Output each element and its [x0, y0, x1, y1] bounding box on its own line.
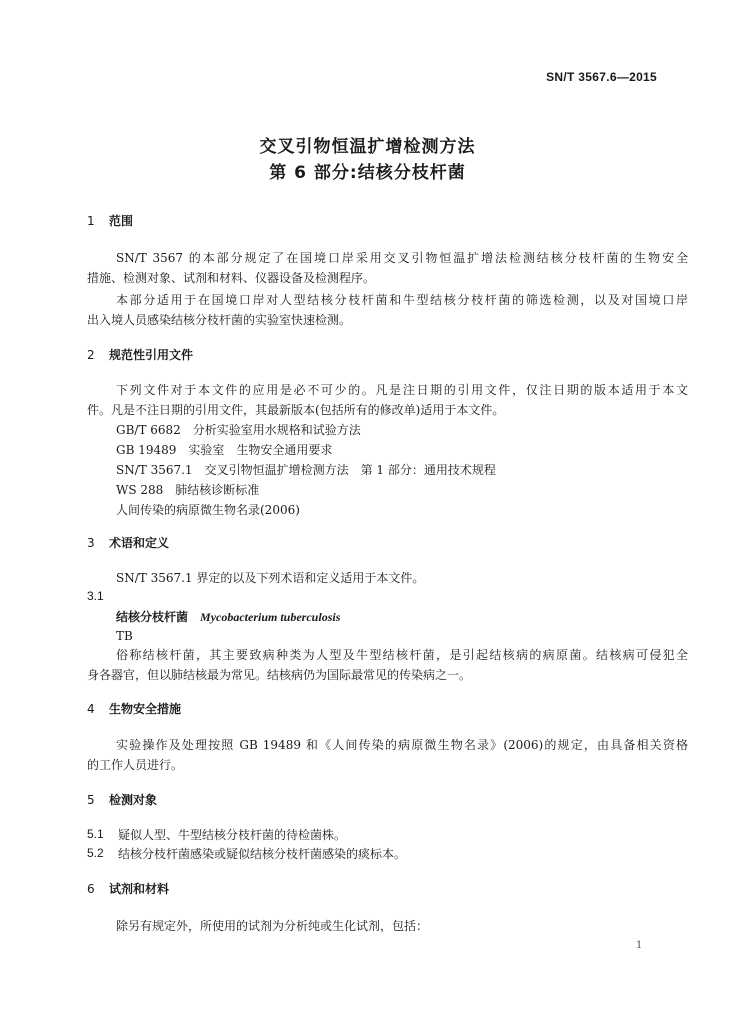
section-5-heading — [87, 791, 157, 808]
list-item: 结核分枝杆菌感染或疑似结核分枝杆菌感染的痰标本。 — [118, 847, 407, 861]
paragraph-line: SN/T 3567 的本部分规定了在国境口岸采用交叉引物恒温扩增法检测结核分枝杆菌的生物安全 — [116, 251, 688, 265]
section-number: 2 — [87, 348, 95, 362]
section-title: 生物安全措施 — [109, 702, 182, 716]
paragraph-line: 实验操作及处理按照 GB 19489 和《人间传染的病原微生物名录》(2006)的规定，由具备相关资格 — [116, 738, 688, 752]
paragraph-line: 出入境人员感染结核分枝杆菌的实验室快速检测。 — [87, 313, 352, 327]
reference-item: SN/T 3567.1 交叉引物恒温扩增检测方法 第 1 部分：通用技术规程 — [116, 463, 496, 477]
section-6-heading — [87, 880, 169, 897]
section-4-heading — [87, 700, 181, 717]
subclause-number: 5.2 — [87, 846, 104, 860]
reference-item: WS 288 肺结核诊断标准 — [116, 483, 260, 497]
paragraph-line: 下列文件对于本文件的应用是必不可少的。凡是注日期的引用文件，仅注日期的版本适用于本文 — [116, 383, 688, 397]
section-number: 4 — [87, 702, 95, 716]
paragraph-line: 本部分适用于在国境口岸对人型结核分枝杆菌和牛型结核分枝杆菌的筛选检测，以及对国境口岸 — [116, 293, 688, 307]
paragraph-line: SN/T 3567.1 界定的以及下列术语和定义适用于本文件。 — [116, 571, 425, 585]
section-number: 5 — [87, 793, 95, 807]
page-number: 1 — [636, 940, 643, 951]
section-number: 3 — [87, 536, 95, 550]
term-entry — [116, 609, 340, 625]
section-title: 术语和定义 — [109, 536, 170, 550]
section-number: 6 — [87, 882, 95, 896]
term-latin: Mycobacterium tuberculosis — [200, 610, 341, 624]
paragraph-line: 措施、检测对象、试剂和材料、仪器设备及检测程序。 — [87, 271, 376, 285]
paragraph-line: 除另有规定外，所使用的试剂为分析纯或生化试剂，包括： — [116, 919, 429, 933]
document-title-line2: 第 6 部分:结核分枝杆菌 — [269, 163, 466, 183]
standard-code: SN/T 3567.6—2015 — [546, 70, 657, 84]
section-3-heading — [87, 534, 169, 551]
section-title: 规范性引用文件 — [109, 348, 194, 362]
section-title: 检测对象 — [109, 793, 158, 807]
subclause-number: 3.1 — [87, 589, 104, 603]
section-title: 范围 — [109, 214, 134, 228]
section-1-heading — [87, 212, 133, 229]
paragraph-line: 身各器官，但以肺结核最为常见。结核病仍为国际最常见的传染病之一。 — [87, 668, 472, 682]
reference-item: GB/T 6682 分析实验室用水规格和试验方法 — [116, 423, 361, 437]
section-2-heading — [87, 346, 193, 363]
document-title-line1: 交叉引物恒温扩增检测方法 — [259, 137, 476, 157]
section-number: 1 — [87, 214, 95, 228]
term-abbreviation: TB — [116, 629, 133, 643]
reference-item: GB 19489 实验室 生物安全通用要求 — [116, 443, 333, 457]
section-title: 试剂和材料 — [109, 882, 170, 896]
paragraph-line: 俗称结核杆菌，其主要致病种类为人型及牛型结核杆菌，是引起结核病的病原菌。结核病可侵犯全 — [116, 648, 688, 662]
subclause-number: 5.1 — [87, 827, 104, 841]
paragraph-line: 的工作人员进行。 — [87, 758, 184, 772]
paragraph-line: 件。凡是不注日期的引用文件，其最新版本(包括所有的修改单)适用于本文件。 — [87, 403, 505, 417]
list-item: 疑似人型、牛型结核分枝杆菌的待检菌株。 — [118, 828, 347, 842]
reference-item: 人间传染的病原微生物名录(2006) — [116, 503, 300, 517]
term-chinese: 结核分枝杆菌 — [116, 610, 189, 624]
